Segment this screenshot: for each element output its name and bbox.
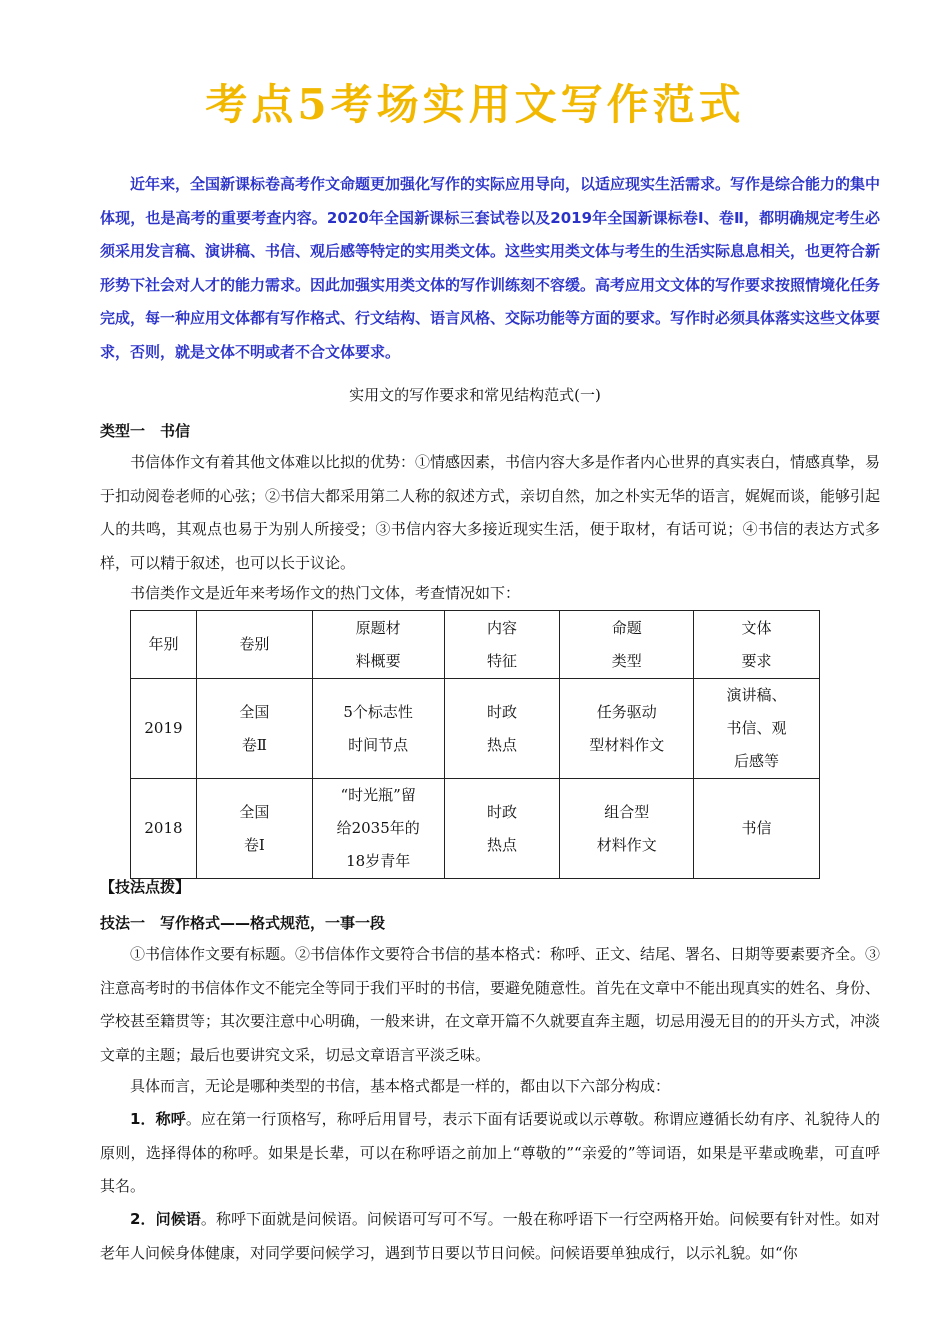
cell-paper: 全国 卷Ⅰ: [196, 779, 312, 879]
table-row: [131, 679, 820, 779]
exam-table: [130, 610, 820, 879]
intro-paragraph: [100, 168, 880, 369]
intro-text: 近年来，全国新课标卷高考作文命题更加强化写作的实际应用导向，以适应现实生活需求。写作是综合能力的集中体现，也是高考的重要考查内容。2020年全国新课标三套试卷以及2019年全国新课标卷Ⅰ、卷Ⅱ，都明确规定考生必须采用发言稿、演讲稿、书信、观后感等特定的实用类文体。这些实用类文体与考生的生活实际息息相关，也更符合新形势下社会对人才的能力需求。因此加强实用类文体的写作训练刻不容缓。高考应用文文体的写作要求按照情境化任务完成，每一种应用文体都有写作格式、行文结构、语言风格、交际功能等方面的要求。写作时必须具体落实这些文体要求，否则，就是文体不明或者不合文体要求。: [100, 175, 881, 361]
cell-material: “时光瓶”留 给2035年的 18岁青年: [312, 779, 444, 879]
cell-type: 组合型 材料作文: [560, 779, 694, 879]
paragraph-text: 书信体作文有着其他文体难以比拟的优势：①情感因素，书信内容大多是作者内心世界的真实表白，情感真挚，易于扣动阅卷老师的心弦；②书信大都采用第二人称的叙述方式，亲切自然，加之朴实无华的语言，娓娓而谈，能够引起人的共鸣，其观点也易于为别人所接受；③书信内容大多接近现实生活，便于取材，有话可说；④书信的表达方式多样，可以精于叙述，也可以长于议论。: [100, 453, 881, 572]
item-lead: 2．问候语: [130, 1210, 201, 1228]
table-row: [131, 779, 820, 879]
header-cell-material: 原题材 料概要: [312, 611, 444, 679]
page-title: 考点5考场实用文写作范式: [205, 80, 745, 129]
paragraph-text: ①书信体作文要有标题。②书信体作文要符合书信的基本格式：称呼、正文、结尾、署名、日期等要素要齐全。③注意高考时的书信体作文不能完全等同于我们平时的书信，要避免随意性。首先在文章中不能出现真实的姓名、身份、学校甚至籍贯等；其次要注意中心明确，一般来讲，在文章开篇不久就要直奔主题，切忌用漫无目的的开头方式，冲淡文章的主题；最后也要讲究文采，切忌文章语言平淡乏味。: [100, 945, 881, 1064]
item-text: 。称呼下面就是问候语。问候语可写可不写。一般在称呼语下一行空两格开始。问候要有针对性。如对老年人问候身体健康，对同学要问候学习，遇到节日要以节日问候。问候语要单独成行，以示礼貌。如“你: [100, 1210, 880, 1262]
paragraph-format: [100, 938, 880, 1072]
item-lead: 1．称呼: [130, 1110, 186, 1128]
skill-section-title: 【技法点拨】: [100, 878, 191, 896]
header-cell-paper: 卷别: [196, 611, 312, 679]
cell-feature: 时政 热点: [444, 679, 560, 779]
cell-type: 任务驱动 型材料作文: [560, 679, 694, 779]
paragraph-advantages: [100, 446, 880, 580]
cell-paper: 全国 卷Ⅱ: [196, 679, 312, 779]
paragraph-exam-intro: [100, 577, 880, 611]
paragraph-text: 具体而言，无论是哪种类型的书信，基本格式都是一样的，都由以下六部分构成：: [130, 1077, 671, 1095]
cell-material: 5个标志性 时间节点: [312, 679, 444, 779]
cell-feature: 时政 热点: [444, 779, 560, 879]
header-cell-type: 命题 类型: [560, 611, 694, 679]
header-cell-year: 年别: [131, 611, 197, 679]
skill-one-heading: 技法一 写作格式——格式规范，一事一段: [100, 914, 386, 932]
paragraph-text: 书信类作文是近年来考场作文的热门文体，考查情况如下：: [130, 584, 521, 602]
table-header-row: [131, 611, 820, 679]
paragraph-six-parts: [100, 1070, 880, 1104]
list-item-salutation: [100, 1103, 880, 1204]
section-subheading: 实用文的写作要求和常见结构范式(一): [349, 386, 601, 404]
list-item-greeting: [100, 1203, 880, 1270]
type-heading: 类型一 书信: [100, 422, 191, 440]
cell-year: 2018: [131, 779, 197, 879]
header-cell-genre: 文体 要求: [694, 611, 820, 679]
cell-genre: 书信: [694, 779, 820, 879]
cell-genre: 演讲稿、 书信、观 后感等: [694, 679, 820, 779]
cell-year: 2019: [131, 679, 197, 779]
header-cell-feature: 内容 特征: [444, 611, 560, 679]
item-text: 。应在第一行顶格写，称呼后用冒号，表示下面有话要说或以示尊敬。称谓应遵循长幼有序、礼貌待人的原则，选择得体的称呼。如果是长辈，可以在称呼语之前加上“尊敬的”“亲爱的”等词语，如果是平辈或晚辈，可直呼其名。: [100, 1110, 880, 1195]
